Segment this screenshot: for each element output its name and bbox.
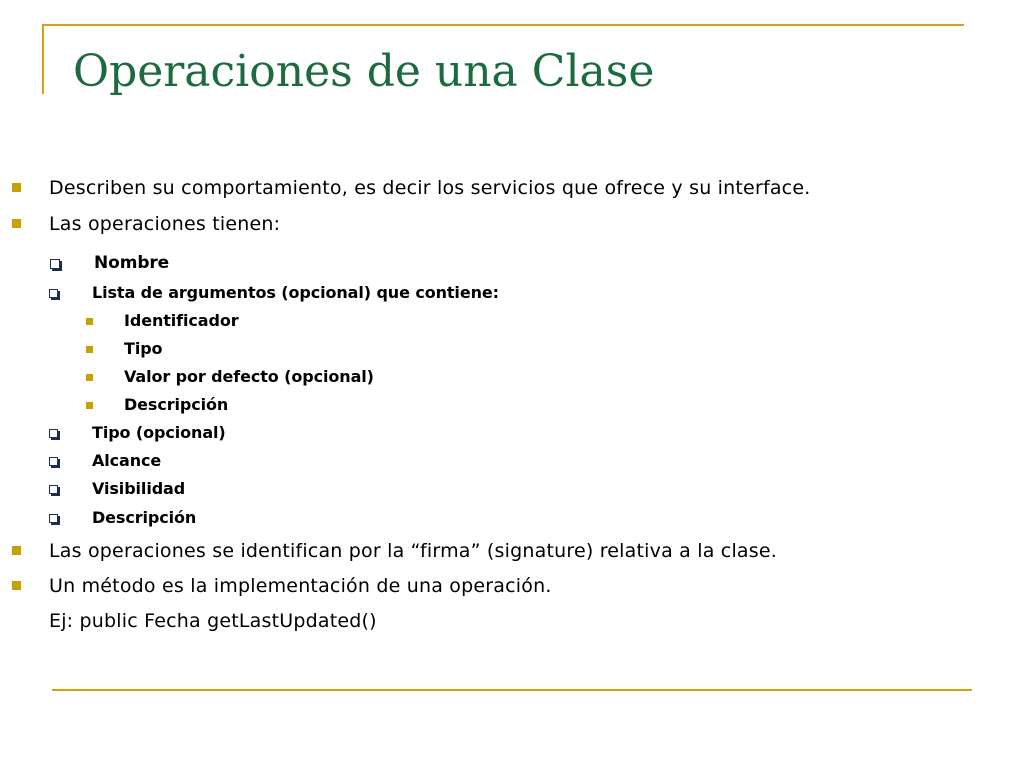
slide-title: Operaciones de una Clase: [73, 46, 655, 97]
top-frame-line: [42, 24, 964, 26]
subsubbullet-descripcion-text: Descripción: [124, 395, 229, 414]
checkbox-bullet-icon: [49, 485, 58, 494]
checkbox-bullet-icon: [49, 514, 58, 523]
square-bullet-icon: [12, 183, 21, 192]
subbullet-lista-text: Lista de argumentos (opcional) que contiene:: [92, 283, 499, 302]
bullet-tienen: [0, 210, 1024, 238]
subbullet-tipo-opcional: [0, 421, 1024, 445]
bullet-firma: [0, 537, 1024, 565]
subsubbullet-descripcion: [0, 393, 1024, 417]
bullet-describen: [0, 174, 1024, 202]
square-bullet-icon: [12, 581, 21, 590]
subbullet-descripcion-text: Descripción: [92, 508, 197, 527]
subbullet-alcance-text: Alcance: [92, 451, 162, 470]
checkbox-bullet-icon: [49, 457, 58, 466]
square-bullet-icon: [86, 374, 93, 381]
subbullet-alcance: [0, 449, 1024, 473]
bullet-metodo-text: Un método es la implementación de una operación.: [49, 575, 552, 597]
square-bullet-icon: [86, 402, 93, 409]
bullet-describen-text: Describen su comportamiento, es decir los servicios que ofrece y su interface.: [49, 177, 811, 199]
subsubbullet-identificador-text: Identificador: [124, 311, 239, 330]
square-bullet-icon: [12, 546, 21, 555]
bullet-ejemplo: [0, 607, 1024, 635]
checkbox-bullet-icon: [50, 259, 60, 269]
subbullet-nombre: [0, 251, 1024, 275]
subbullet-descripcion: [0, 506, 1024, 530]
bottom-frame-line: [52, 689, 972, 691]
subbullet-nombre-text: Nombre: [94, 253, 170, 273]
checkbox-bullet-icon: [49, 429, 58, 438]
subsubbullet-valor: [0, 365, 1024, 389]
subsubbullet-valor-text: Valor por defecto (opcional): [124, 367, 374, 386]
bullet-metodo: [0, 572, 1024, 600]
subsubbullet-tipo-text: Tipo: [124, 339, 163, 358]
bullet-ejemplo-text: Ej: public Fecha getLastUpdated(): [49, 610, 377, 632]
square-bullet-icon: [86, 318, 93, 325]
square-bullet-icon: [86, 346, 93, 353]
subsubbullet-tipo: [0, 337, 1024, 361]
left-frame-line: [42, 24, 44, 94]
subbullet-visibilidad-text: Visibilidad: [92, 479, 186, 498]
checkbox-bullet-icon: [49, 289, 58, 298]
subsubbullet-identificador: [0, 309, 1024, 333]
subbullet-lista: [0, 281, 1024, 305]
bullet-firma-text: Las operaciones se identifican por la “firma” (signature) relativa a la clase.: [49, 540, 777, 562]
square-bullet-icon: [12, 219, 21, 228]
subbullet-visibilidad: [0, 477, 1024, 501]
subbullet-tipo-opcional-text: Tipo (opcional): [92, 423, 226, 442]
bullet-tienen-text: Las operaciones tienen:: [49, 213, 281, 235]
